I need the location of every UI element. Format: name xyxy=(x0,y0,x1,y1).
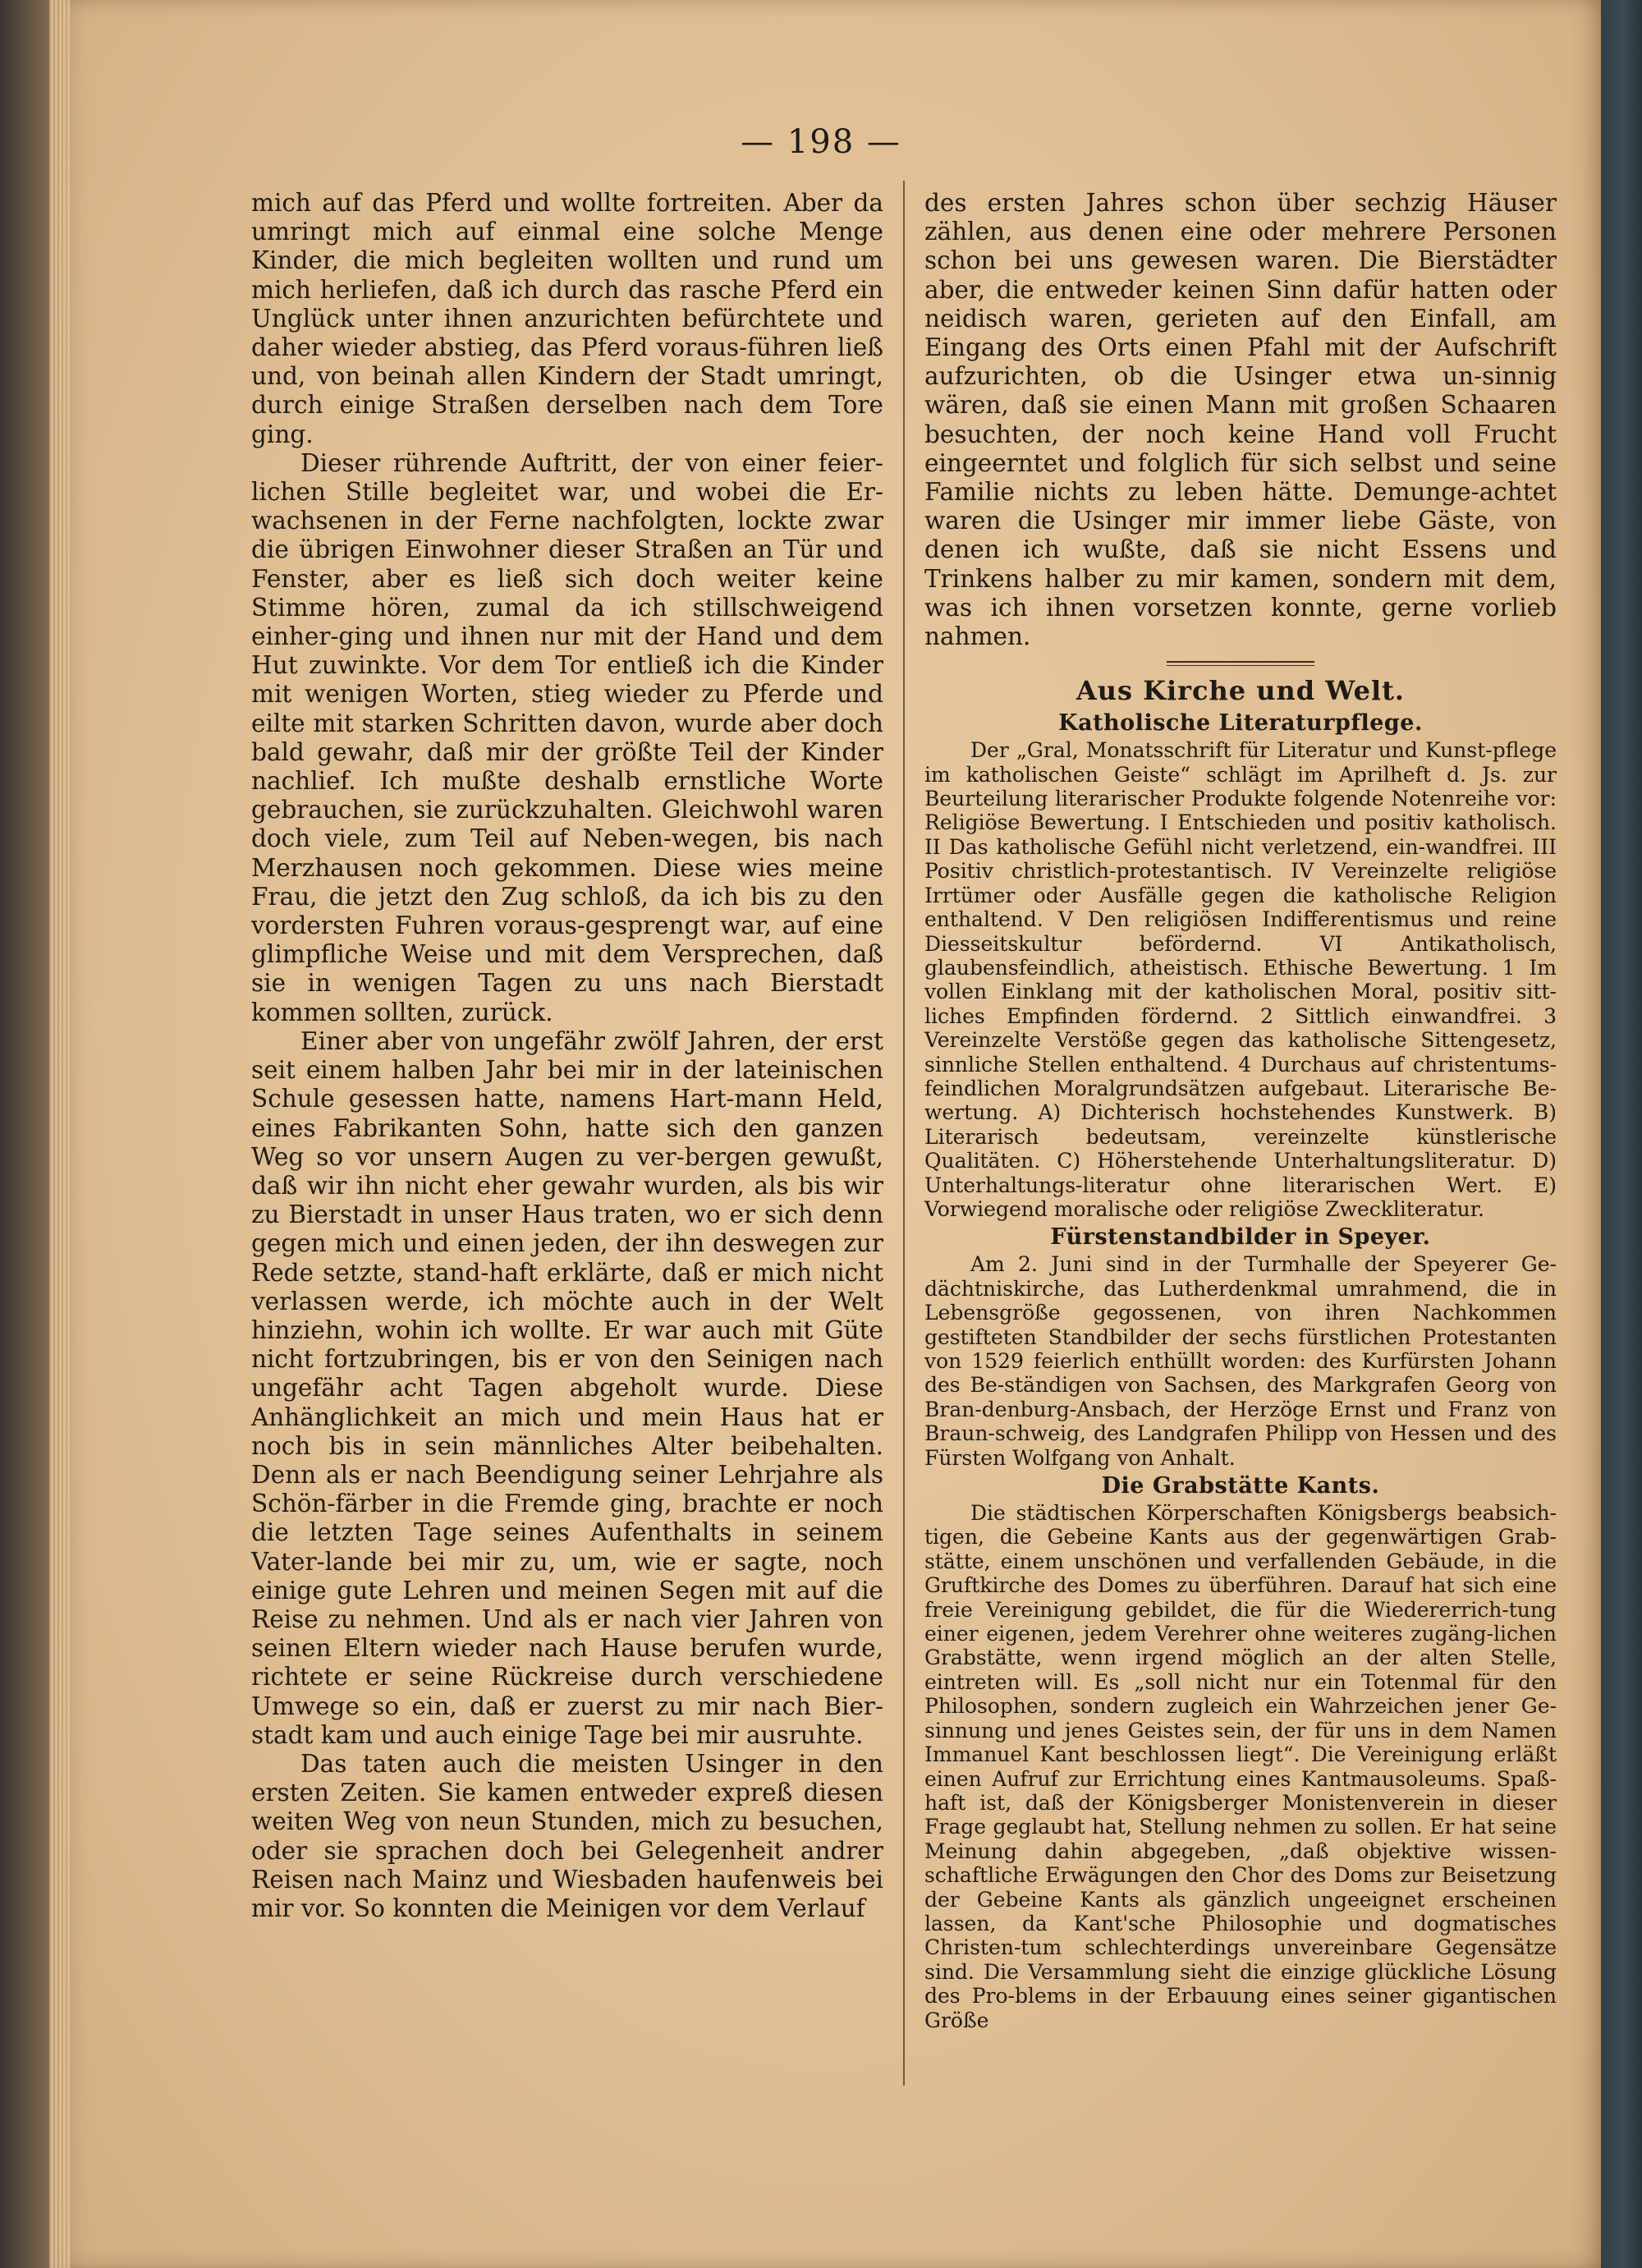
page-gutter xyxy=(49,0,71,2268)
left-column xyxy=(251,189,883,1923)
article-body xyxy=(924,1252,1557,1470)
article-text: Der „Gral, Monatsschrift für Literatur und Kunst-pflege im katholischen Geiste“ schlägt im Aprilheft d. Js. zur Beurteilung literarischer Produkte folgende Notenreihe vor: Religiöse Bewertung. I Entschieden und positiv katholisch. II Das katholische Gefühl nicht verletzend, ein-wandfrei. III Positiv christlich-protestantisch. IV Vereinzelte religiöse Irrtümer oder Ausfälle gegen die katholische Religion enthaltend. V Den religiösen Indifferentismus und reine Diesseitskultur befördernd. VI Antikatholisch, glaubensfeindlich, atheistisch. Ethische Bewertung. 1 Im vollen Einklang mit der katholischen Moral, positiv sitt-liches Empfinden fördernd. 2 Sittlich einwandfrei. 3 Vereinzelte Verstöße gegen das katholische Sittengesetz, sinnliche Stellen enthaltend. 4 Durchaus auf christentums-feindlichen Moralgrundsätzen aufgebaut. Literarische Be-wertung. A) Dichterisch hochstehendes Kunstwerk. B) Literarisch bedeutsam, vereinzelte künstlerische Qualitäten. C) Höherstehende Unterhaltungsliteratur. D) Unterhaltungs-literatur ohne literarischen Wert. E) Vorwiegend moralische oder religiöse Zweckliteratur. xyxy=(924,738,1557,1221)
article-text: Die städtischen Körperschaften Königsbergs beabsich-tigen, die Gebeine Kants aus der gegenwärtigen Grab-stätte, einem unschönen und verfallenden Gebäude, in die Gruftkirche des Domes zu überführen. Darauf hat sich eine freie Vereinigung gebildet, die für die Wiedererrich-tung einer eigenen, jedem Verehrer ohne weiteres zugäng-lichen Grabstätte, wenn irgend möglich an der alten Stelle, eintreten will. Es „soll nicht nur ein Totenmal für den Philosophen, sondern zugleich ein Wahrzeichen jener Ge-sinnung und jenes Geistes sein, der für uns in dem Namen Immanuel Kant beschlossen liegt“. Die Vereinigung erläßt einen Aufruf zur Errichtung eines Kantmausoleums. Spaß-haft ist, daß der Königsberger Monistenverein in dieser Frage geglaubt hat, Stellung nehmen zu sollen. Er hat seine Meinung dahin abgegeben, „daß objektive wissen-schaftliche Erwägungen den Chor des Doms zur Beisetzung der Gebeine Kants als gänzlich ungeeignet erscheinen lassen, da Kant'sche Philosophie und dogmatisches Christen-tum schlechterdings unvereinbare Gegensätze sind. Die Versammlung sieht die einzige glückliche Lösung des Pro-blems in der Erbauung eines seiner gigantischen Größe xyxy=(924,1501,1557,2032)
section-divider xyxy=(1167,661,1314,666)
article-heading: Katholische Literaturpflege. xyxy=(1058,710,1423,737)
article-body xyxy=(924,738,1557,1221)
article-body xyxy=(924,1501,1557,2032)
article-text: Am 2. Juni sind in der Turmhalle der Speyerer Ge-dächtniskirche, das Lutherdenkmal umrahmend, die in Lebensgröße gegossenen, von ihren Nachkommen gestifteten Standbilder der sechs fürstlichen Protestanten von 1529 feierlich enthüllt worden: des Kurfürsten Johann des Be-ständigen von Sachsen, des Markgrafen Georg von Bran-denburg-Ansbach, der Herzöge Ernst und Franz von Braun-schweig, des Landgrafen Philipp von Hessen und des Fürsten Wolfgang von Anhalt. xyxy=(924,1252,1557,1470)
paragraph: Das taten auch die meisten Usinger in den ersten Zeiten. Sie kamen entweder expreß diesen weiten Weg von neun Stunden, mich zu besuchen, oder sie sprachen doch bei Gelegenheit andrer Reisen nach Mainz und Wiesbaden haufenweis bei mir vor. So konnten die Meinigen vor dem Verlauf xyxy=(251,1749,883,1922)
paragraph: Dieser rührende Auftritt, der von einer feier-lichen Stille begleitet war, und wobei die Er-wachsenen in der Ferne nachfolgten, lockte zwar die übrigen Einwohner dieser Straßen an Tür und Fenster, aber es ließ sich doch weiter keine Stimme hören, zumal da ich stillschweigend einher-ging und ihnen nur mit der Hand und dem Hut zuwinkte. Vor dem Tor entließ ich die Kinder mit wenigen Worten, stieg wieder zu Pferde und eilte mit starken Schritten davon, wurde aber doch bald gewahr, daß mir der größte Teil der Kinder nachlief. Ich mußte deshalb ernstliche Worte gebrauchen, sie zurückzuhalten. Gleichwohl waren doch viele, zum Teil auf Neben-wegen, bis nach Merzhausen noch gekommen. Diese wies meine Frau, die jetzt den Zug schloß, da ich bis zu den vordersten Fuhren voraus-gesprengt war, auf eine glimpfliche Weise und mit dem Versprechen, daß sie in wenigen Tagen zu uns nach Bierstadt kommen sollten, zurück. xyxy=(251,448,883,1026)
paragraph: des ersten Jahres schon über sechzig Häuser zählen, aus denen eine oder mehrere Personen schon bei uns gewesen waren. Die Bierstädter aber, die entweder keinen Sinn dafür hatten oder neidisch waren, gerieten auf den Einfall, am Eingang des Orts einen Pfahl mit der Aufschrift aufzurichten, ob die Usinger etwa un-sinnig wären, daß sie einen Mann mit großen Schaaren besuchten, der noch keine Hand voll Frucht eingeerntet und folglich für sich selbst und seine Familie nichts zu leben hätte. Demunge-achtet waren die Usinger mir immer liebe Gäste, von denen ich wußte, daß sie nicht Essens und Trinkens halber zu mir kamen, sondern mit dem, was ich ihnen vorsetzen konnte, gerne vorlieb nahmen. xyxy=(924,189,1557,651)
section-title: Aus Kirche und Welt. xyxy=(1076,675,1406,707)
paragraph: mich auf das Pferd und wollte fortreiten. Aber da umringt mich auf einmal eine solche Menge Kinder, die mich begleiten wollten und rund um mich herliefen, daß ich durch das rasche Pferd ein Unglück unter ihnen anzurichten befürchtete und daher wieder abstieg, das Pferd voraus-führen ließ und, von beinah allen Kindern der Stadt umringt, durch einige Straßen derselben nach dem Tore ging. xyxy=(251,189,883,448)
column-divider xyxy=(903,181,905,2086)
right-column xyxy=(924,189,1557,2032)
article-heading: Die Grabstätte Kants. xyxy=(1101,1473,1380,1499)
page-number: — 198 — xyxy=(741,123,901,161)
article-heading: Fürstenstandbilder in Speyer. xyxy=(1050,1224,1431,1251)
paragraph: Einer aber von ungefähr zwölf Jahren, der erst seit einem halben Jahr bei mir in der lateinischen Schule gesessen hatte, namens Hart-mann Held, eines Fabrikanten Sohn, hatte sich den ganzen Weg so vor unsern Augen zu ver-bergen gewußt, daß wir ihn nicht eher gewahr wurden, als bis wir zu Bierstadt in unser Haus traten, wo er sich denn gegen mich und einen jeden, der ihn deswegen zur Rede setzte, stand-haft erklärte, daß er mich nicht verlassen werde, ich möchte auch in der Welt hinziehn, wohin ich wollte. Er war auch mit Güte nicht fortzubringen, bis er von den Seinigen nach ungefähr acht Tagen abgeholt wurde. Diese Anhänglichkeit an mich und mein Haus hat er noch bis in sein männliches Alter beibehalten. Denn als er nach Beendigung seiner Lehrjahre als Schön-färber in die Fremde ging, brachte er noch die letzten Tage seines Aufenthalts in seinem Vater-lande bei mir zu, um, wie er sagte, noch einige gute Lehren und meinen Segen mit auf die Reise zu nehmen. Und als er nach vier Jahren von seinen Eltern wieder nach Hause berufen wurde, richtete er seine Rückreise durch verschiedene Umwege so ein, daß er zuerst zu mir nach Bier-stadt kam und auch einige Tage bei mir ausruhte. xyxy=(251,1026,883,1749)
